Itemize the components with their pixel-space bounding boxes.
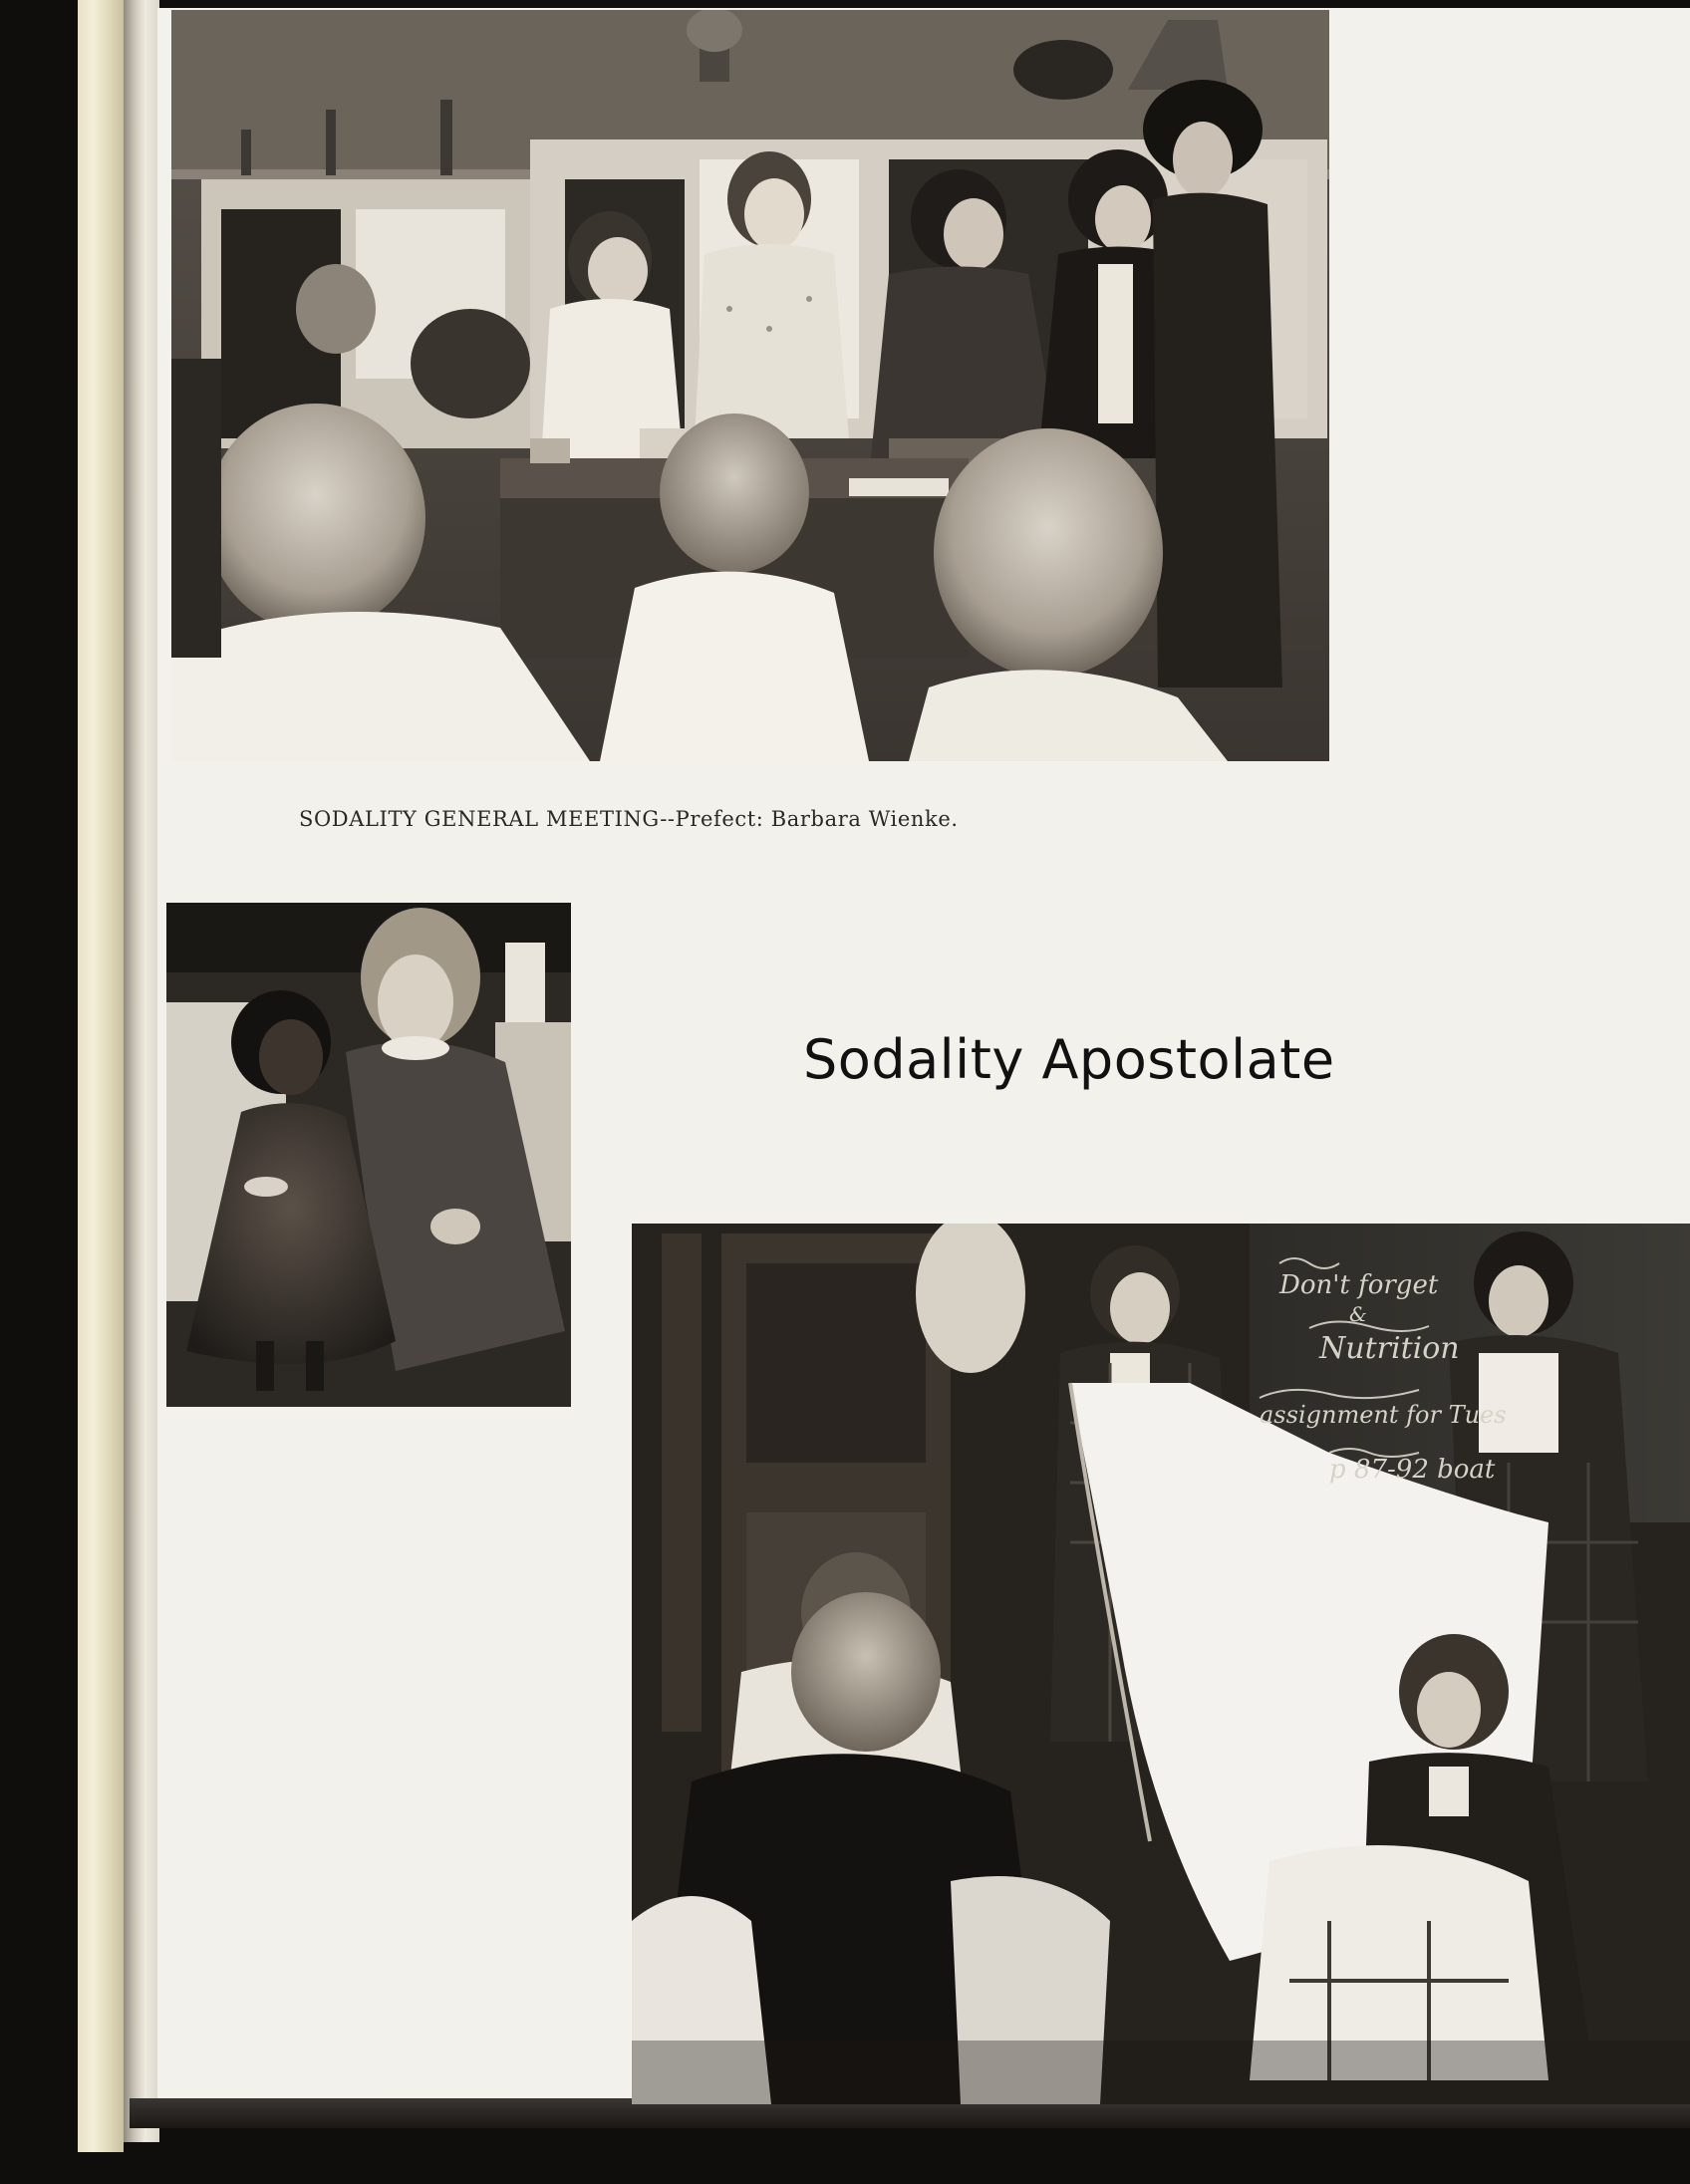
sodality-meeting-photo — [171, 10, 1329, 761]
sodality-child-photo — [166, 903, 571, 1407]
blackboard-line3: Nutrition — [1319, 1331, 1460, 1366]
blackboard-line1: Don't forget — [1279, 1270, 1439, 1300]
sodality-sewing-photo — [632, 1224, 1690, 2104]
blackboard-line5: p 87-92 boat — [1329, 1455, 1496, 1485]
page-title: Sodality Apostolate — [803, 1028, 1335, 1091]
page-edges — [124, 0, 159, 2142]
meeting-caption: SODALITY GENERAL MEETING--Prefect: Barbara Wienke. — [299, 807, 959, 831]
blackboard-line4: assignment for Tues — [1260, 1401, 1507, 1429]
book-spine — [78, 0, 124, 2152]
blackboard-line2: & — [1349, 1302, 1367, 1326]
